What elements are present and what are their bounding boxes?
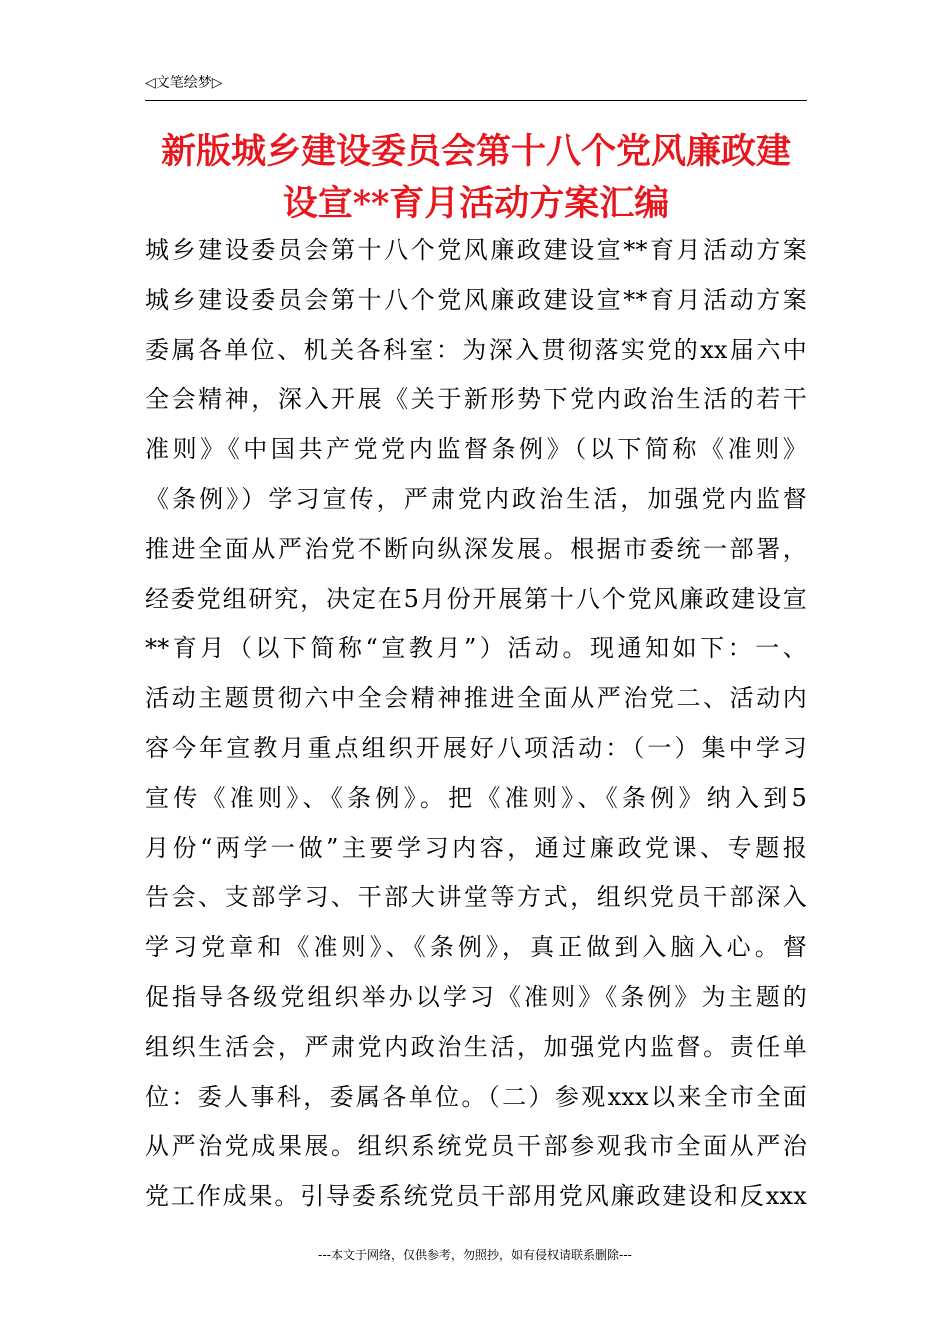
body-line: 活动主题贯彻六中全会精神推进全面从严治党二、活动内 [145, 684, 807, 713]
document-body [145, 226, 807, 1222]
body-line: 党工作成果。引导委系统党员干部用党风廉政建设和反xxx [145, 1182, 807, 1211]
body-line: 经委党组研究，决定在5月份开展第十八个党风廉政建设宣 [145, 584, 807, 613]
body-line: 促指导各级党组织举办以学习《准则》《条例》为主题的 [145, 982, 807, 1011]
body-line: 学习党章和《准则》、《条例》，真正做到入脑入心。督 [145, 933, 807, 962]
body-line: 城乡建设委员会第十八个党风廉政建设宣**育月活动方案 [145, 285, 807, 314]
body-line: 组织生活会，严肃党内政治生活，加强党内监督。责任单 [145, 1032, 807, 1061]
body-line: 城乡建设委员会第十八个党风廉政建设宣**育月活动方案 [145, 236, 807, 264]
title-line-1: 新版城乡建设委员会第十八个党风廉政建 [160, 131, 791, 172]
body-line: 告会、支部学习、干部大讲堂等方式，组织党员干部深入 [145, 883, 807, 912]
body-line: 宣传《准则》、《条例》。把《准则》、《条例》纳入到5 [145, 783, 807, 812]
body-line: 从严治党成果展。组织系统党员干部参观我市全面从严治 [145, 1132, 807, 1161]
body-line: 准则》《中国共产党党内监督条例》（以下简称《准则》 [145, 435, 807, 464]
page-header [145, 74, 807, 101]
body-line: 推进全面从严治党不断向纵深发展。根据市委统一部署， [145, 534, 807, 563]
body-line: 位：委人事科，委属各单位。（二）参观xxx以来全市全面 [145, 1082, 807, 1111]
body-line: 月份“两学一做”主要学习内容，通过廉政党课、专题报 [145, 833, 807, 862]
body-line: 全会精神，深入开展《关于新形势下党内政治生活的若干 [145, 385, 807, 414]
body-line: 委属各单位、机关各科室：为深入贯彻落实党的xx届六中 [145, 335, 807, 364]
document-title [145, 126, 807, 230]
body-line: 容今年宣教月重点组织开展好八项活动：（一）集中学习 [145, 733, 807, 762]
header-brand-text: ◁文笔绘梦▷ [145, 75, 223, 91]
body-line: 《条例》）学习宣传，严肃党内政治生活，加强党内监督 [145, 484, 807, 513]
title-line-2: 设宣**育月活动方案汇编 [282, 183, 670, 224]
page-footer-disclaimer: ---本文于网络，仅供参考，勿照抄，如有侵权请联系删除--- [318, 1248, 632, 1262]
body-line: **育月（以下简称“宣教月”）活动。现通知如下：一、 [145, 634, 807, 663]
